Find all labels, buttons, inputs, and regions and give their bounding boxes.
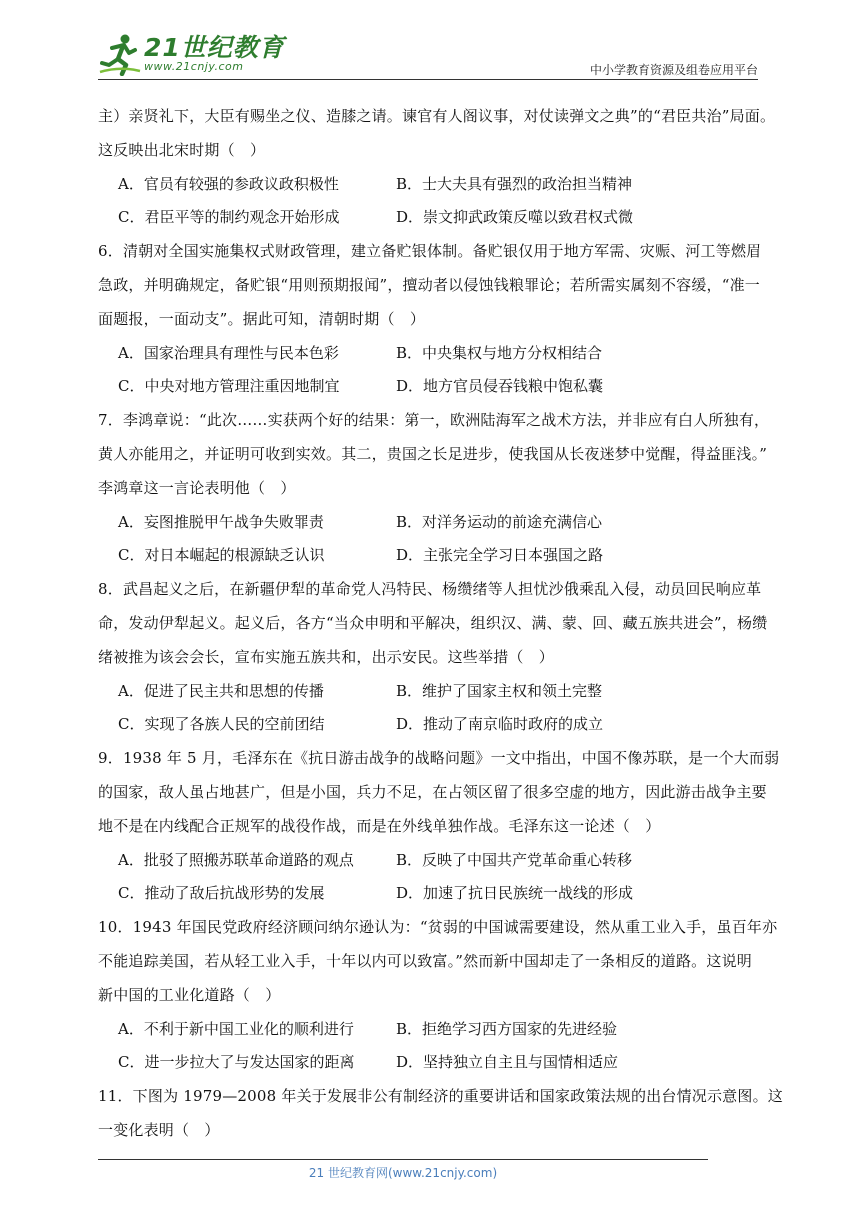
site-logo[interactable] (98, 30, 285, 78)
option-b: B．反映了中国共产党革命重心转移 (396, 850, 633, 869)
footer-divider (98, 1159, 708, 1160)
question-text: 命，发动伊犁起义。起义后，各方“当众申明和平解决，组织汉、满、蒙、回、藏五族共进会”，杨缵 (98, 613, 768, 632)
option-a: A．官员有较强的参政议政积极性 (118, 174, 339, 193)
option-c: C．君臣平等的制约观念开始形成 (118, 208, 340, 227)
option-b: B．维护了国家主权和领土完整 (396, 681, 603, 700)
logo-brand-text: 21世纪教育 (144, 33, 285, 62)
platform-name: 中小学教育资源及组卷应用平台 (589, 63, 758, 77)
options-row (98, 877, 763, 911)
logo-url-text: www.21cnjy.com (144, 60, 244, 73)
runner-logo-icon (98, 32, 142, 76)
option-c: C．中央对地方管理注重因地制宜 (118, 377, 340, 396)
question-text: 面题报，一面动支”。据此可知，清朝时期（ ） (98, 309, 426, 328)
question-text: 主）亲贤礼下，大臣有赐坐之仪、造膝之请。谏官有人阁议事，对仗读弹文之典”的“君臣共治”局面。 (98, 107, 776, 125)
option-d: D．崇文抑武政策反噬以致君权式微 (396, 208, 634, 227)
option-b: B．拒绝学习西方国家的先进经验 (396, 1019, 618, 1038)
option-d: D．主张完全学习日本强国之路 (396, 546, 604, 565)
options-row (98, 370, 763, 404)
option-a: A．妄图推脱甲午战争失败罪责 (118, 512, 324, 531)
question-9 (98, 742, 780, 911)
options-row (98, 844, 763, 878)
question-10 (98, 911, 778, 1080)
options-row (98, 337, 763, 371)
question-text: 6．清朝对全国实施集权式财政管理，建立备贮银体制。备贮银仅用于地方军需、灾赈、河工等燃眉 (98, 242, 762, 261)
question-11 (98, 1080, 783, 1148)
question-text: 绪被推为该会会长，宣布实施五族共和，出示安民。这些举措（ ） (98, 647, 555, 666)
header-divider (98, 79, 758, 80)
options-row (98, 506, 763, 540)
options-row (98, 1046, 763, 1080)
option-c: C．进一步拉大了与发达国家的距离 (118, 1053, 355, 1072)
option-b: B．士大夫具有强烈的政治担当精神 (396, 174, 633, 193)
options-row (98, 539, 763, 573)
question-text: 不能追踪美国，若从轻工业入手，十年以内可以致富。”然而新中国却走了一条相反的道路。这说明 (98, 951, 752, 970)
option-d: D．推动了南京临时政府的成立 (396, 715, 604, 734)
option-c: C．对日本崛起的根源缺乏认识 (118, 546, 325, 565)
options-row (98, 168, 763, 202)
question-6 (98, 235, 763, 404)
question-text: 10．1943 年国民党政府经济顾问纳尔逊认为：“贫弱的中国诚需要建设，然从重工业入手，虽百年亦 (98, 918, 778, 937)
options-row (98, 1013, 763, 1047)
question-text: 一变化表明（ ） (98, 1120, 220, 1139)
question-text: 7．李鸿章说：“此次……实获两个好的结果：第一，欧洲陆海军之战术方法，并非应有白人所独有， (98, 411, 770, 430)
option-a: A．促进了民主共和思想的传播 (118, 681, 324, 700)
options-row (98, 201, 763, 235)
question-text: 急政，并明确规定，备贮银“用则预期报闻”，擅动者以侵蚀钱粮罪论；若所需实属刻不容缓，“准一 (98, 275, 761, 294)
options-row (98, 708, 763, 742)
option-b: B．对洋务运动的前途充满信心 (396, 512, 603, 531)
question-text: 11．下图为 1979—2008 年关于发展非公有制经济的重要讲话和国家政策法规的出台情况示意图。这 (98, 1087, 783, 1106)
question-text: 这反映出北宋时期（ ） (98, 140, 266, 159)
footer-link[interactable]: 21 世纪教育网(www.21cnjy.com) (308, 1166, 498, 1180)
options-row (98, 675, 763, 709)
option-d: D．加速了抗日民族统一战线的形成 (396, 884, 634, 903)
option-d: D．坚持独立自主且与国情相适应 (396, 1053, 619, 1072)
option-b: B．中央集权与地方分权相结合 (396, 343, 603, 362)
question-text: 的国家，敌人虽占地甚广，但是小国，兵力不足，在占领区留了很多空虚的地方，因此游击战争主要 (98, 782, 767, 801)
page-header (98, 30, 758, 80)
document-body (98, 100, 783, 1148)
question-8 (98, 573, 768, 742)
question-text: 地不是在内线配合正规军的战役作战，而是在外线单独作战。毛泽东这一论述（ ） (98, 816, 661, 835)
option-a: A．不利于新中国工业化的顺利进行 (118, 1019, 354, 1038)
question-text: 李鸿章这一言论表明他（ ） (98, 478, 296, 497)
question-5-continued (98, 100, 776, 235)
question-text: 9．1938 年 5 月，毛泽东在《抗日游击战争的战略问题》一文中指出，中国不像苏联，是一个大而弱 (98, 749, 780, 768)
option-d: D．地方官员侵吞钱粮中饱私囊 (396, 377, 604, 396)
option-c: C．实现了各族人民的空前团结 (118, 715, 325, 734)
question-text: 黄人亦能用之，并证明可收到实效。其二，贵国之长足进步，使我国从长夜迷梦中觉醒，得益匪浅。” (98, 444, 768, 463)
option-a: A．国家治理具有理性与民本色彩 (118, 343, 339, 362)
option-c: C．推动了敌后抗战形势的发展 (118, 884, 325, 903)
question-text: 新中国的工业化道路（ ） (98, 985, 281, 1004)
question-7 (98, 404, 770, 573)
question-text: 8．武昌起义之后，在新疆伊犁的革命党人冯特民、杨缵绪等人担忧沙俄乘乱入侵，动员回民响应革 (98, 580, 762, 599)
option-a: A．批驳了照搬苏联革命道路的观点 (118, 850, 354, 869)
